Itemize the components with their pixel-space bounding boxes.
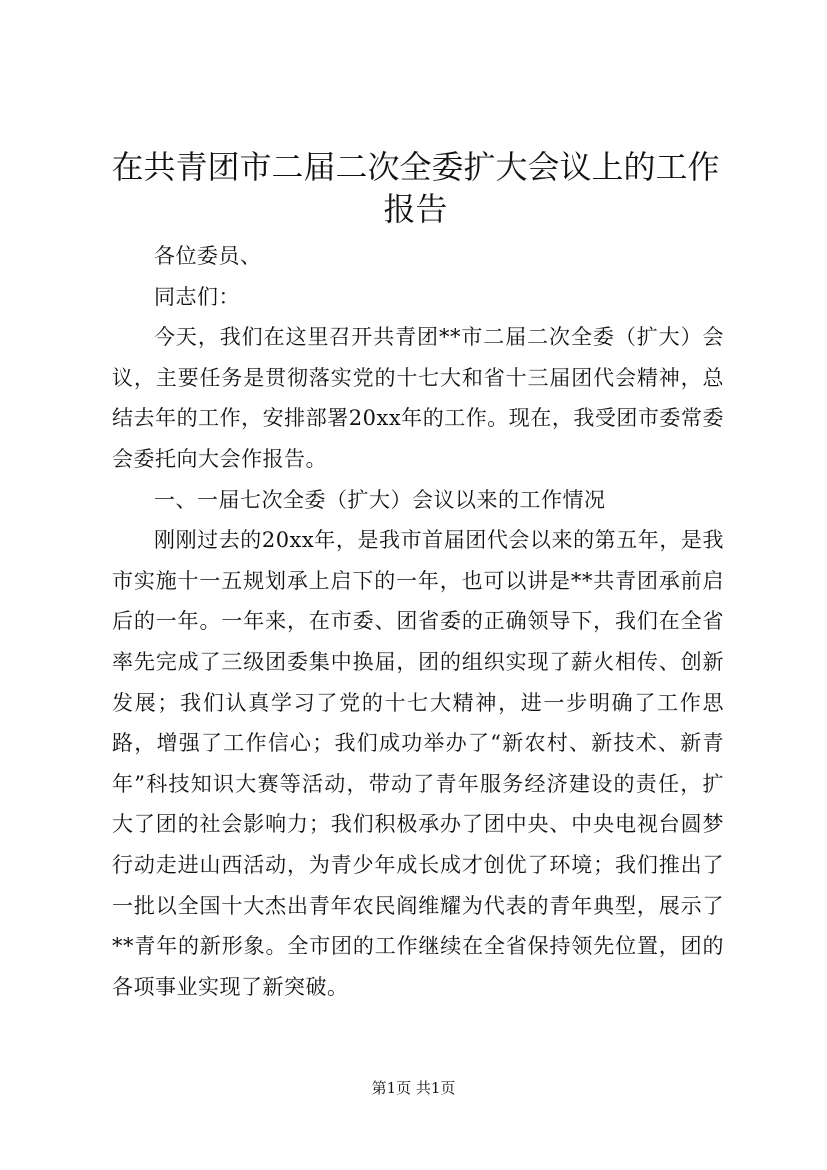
document-body (112, 236, 724, 1007)
salutation-line-2: 同志们： (154, 284, 240, 309)
intro-paragraph: 今天，我们在这里召开共青团**市二届二次全委（扩大）会议，主要任务是贯彻落实党的十七大和省十三届团代会精神，总结去年的工作，安排部署20xx年的工作。现在，我受团市委常委会委托向大会作报告。 (112, 325, 724, 471)
page-footer: 第1页 共1页 (371, 1079, 456, 1097)
body-paragraph: 刚刚过去的20xx年，是我市首届团代会以来的第五年，是我市实施十一五规划承上启下的一年，也可以讲是**共青团承前启后的一年。一年来，在市委、团省委的正确领导下，我们在全省率先完成了三级团委集中换届，团的组织实现了薪火相传、创新发展；我们认真学习了党的十七大精神，进一步明确了工作思路，增强了工作信心；我们成功举办了“新农村、新技术、新青年”科技知识大赛等活动，带动了青年服务经济建设的责任，扩大了团的社会影响力；我们积极承办了团中央、中央电视台圆梦行动走进山西活动，为青少年成长成才创优了环境；我们推出了一批以全国十大杰出青年农民阎维耀为代表的青年典型，展示了**青年的新形象。全市团的工作继续在全省保持领先位置，团的各项事业实现了新突破。 (112, 528, 724, 999)
salutation-line-1: 各位委员、 (154, 244, 262, 268)
document-title: 在共青团市二届二次全委扩大会议上的工作报告 (111, 148, 720, 228)
section-heading: 一、一届七次全委（扩大）会议以来的工作情况 (154, 487, 606, 512)
